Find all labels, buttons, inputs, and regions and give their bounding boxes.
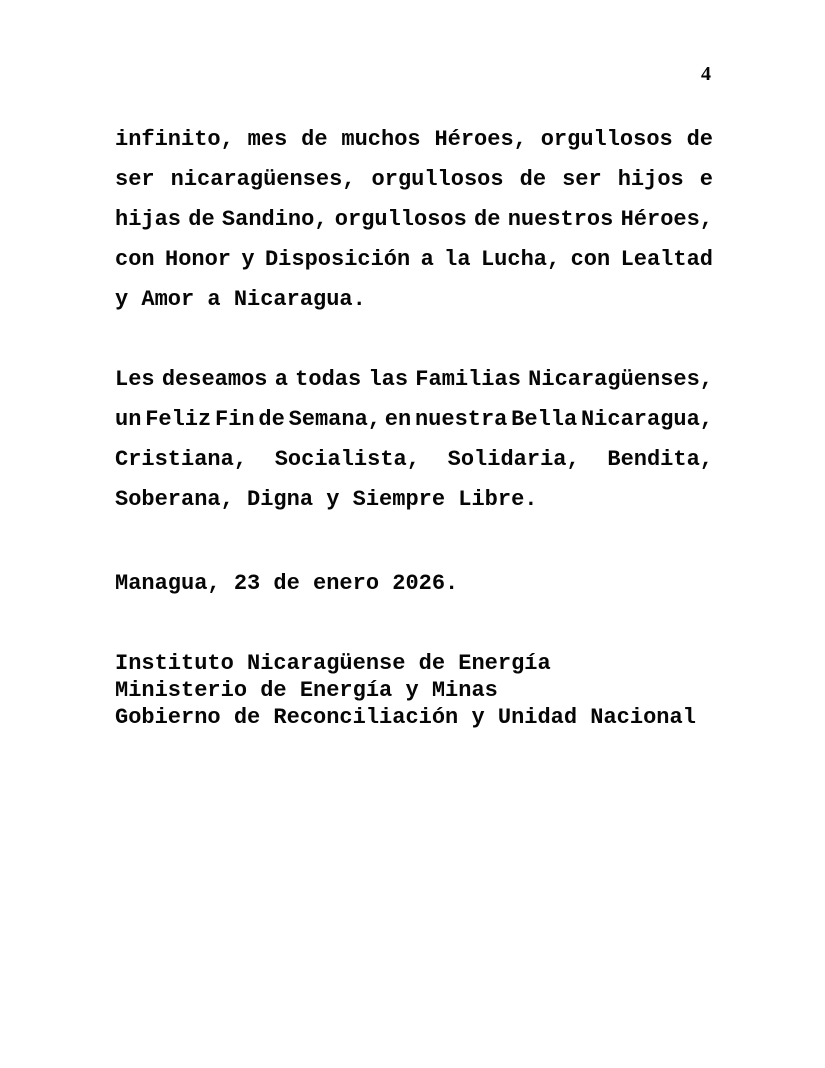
body-line: infinito, mes de muchos Héroes, orgullosos de bbox=[115, 127, 713, 152]
signature-line-ministry: Ministerio de Energía y Minas bbox=[115, 678, 498, 703]
body-line: con Honor y Disposición a la Lucha, con Lealtad bbox=[115, 247, 713, 272]
body-line: hijas de Sandino, orgullosos de nuestros Héroes, bbox=[115, 207, 713, 232]
page-number: 4 bbox=[701, 63, 711, 85]
paragraph-2 bbox=[115, 360, 713, 520]
signature-line-government: Gobierno de Reconciliación y Unidad Nacional bbox=[115, 705, 696, 730]
date-line: Managua, 23 de enero 2026. bbox=[115, 571, 459, 596]
body-line: y Amor a Nicaragua. bbox=[115, 287, 366, 312]
body-line: Soberana, Digna y Siempre Libre. bbox=[115, 487, 538, 512]
body-line: un Feliz Fin de Semana, en nuestra Bella Nicaragua, bbox=[115, 407, 713, 432]
body-line: Cristiana, Socialista, Solidaria, Bendita, bbox=[115, 447, 713, 472]
paragraph-1 bbox=[115, 120, 713, 320]
signature-line-institution: Instituto Nicaragüense de Energía bbox=[115, 651, 551, 676]
signature-block bbox=[115, 650, 713, 731]
body-line: ser nicaragüenses, orgullosos de ser hijos e bbox=[115, 167, 713, 192]
document-body bbox=[115, 120, 713, 731]
body-line: Les deseamos a todas las Familias Nicaragüenses, bbox=[115, 367, 713, 392]
